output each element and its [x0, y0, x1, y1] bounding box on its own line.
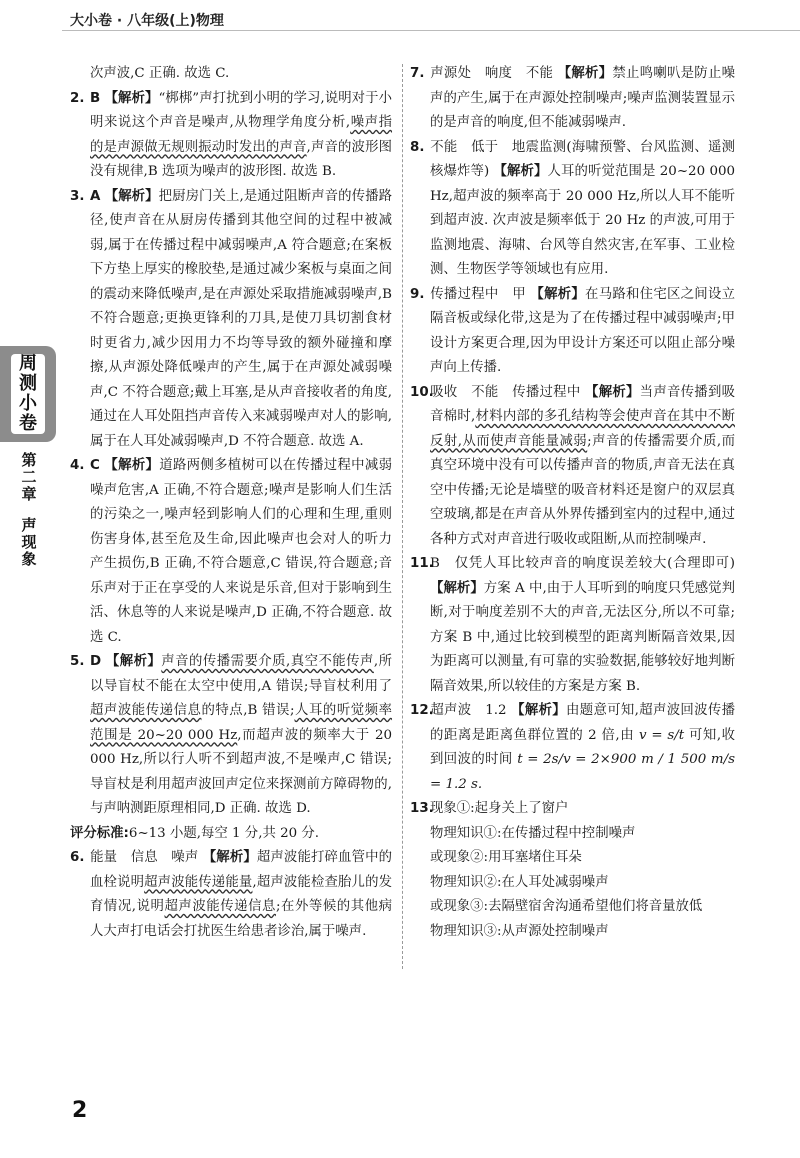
answer-key: 超声波 1.2 [430, 703, 507, 718]
answer-key: B [90, 90, 101, 106]
question-number: 13. [410, 801, 434, 816]
answer-13 [410, 797, 735, 822]
scoring-label: 评分标准: [70, 825, 129, 841]
side-chapter [16, 452, 42, 568]
chapter-name-char: 现 [21, 533, 37, 551]
question-number: 2. [70, 90, 85, 106]
analysis-tag: 【解析】 [530, 286, 586, 302]
answer-line: 物理知识①:在传播过程中控制噪声 [430, 825, 636, 841]
answer-4: 4. C 【解析】道路两侧多植树可以在传播过程中减弱噪声危害,A 正确,不符合题意;噪声是影响人们生活的污染之一,噪声轻到影响人们的心理和生理,重则伤害身体,甚至危及生命,因此噪声也会对人的听力产生损伤,B 正确,不符合题意,C 错误,符合题意;音乐声对于正在享受的人来说是乐音,但对于影响到生活、休息等的人来说是噪声,D 正确,不符合题意. 故选 C. [70, 454, 392, 650]
side-tab-char: 卷 [19, 413, 37, 434]
emphasis-text: 超声波能传递信息 [90, 703, 202, 718]
analysis-tag: 【解析】 [585, 384, 640, 400]
analysis-tag: 【解析】 [104, 90, 159, 106]
answer-line: 或现象②:用耳塞堵住耳朵 [430, 850, 582, 865]
answer-7: 7. 声源处 响度 不能 【解析】禁止鸣喇叭是防止噪声的产生,属于在声源处控制噪声;噪声监测装置显示的是声音的响度,但不能减弱噪声. [410, 62, 735, 136]
answer-key: 声源处 响度 不能 [430, 66, 554, 81]
answer-key: 能量 信息 噪声 [90, 850, 199, 865]
formula-time: t = 2s/v = 2×900 m / 1 500 m/s = 1.2 s. [430, 752, 735, 792]
side-tab-label [11, 354, 45, 434]
emphasis-text: 材料内部的多孔结构等会使声音在其中不断反射,从而使声音能量减弱 [430, 409, 735, 449]
analysis-tag: 【解析】 [105, 654, 162, 669]
answer-8: 8. 不能 低于 地震监测(海啸预警、台风监测、遥测核爆炸等) 【解析】人耳的听觉范围是 20~20 000 Hz,超声波的频率高于 20 000 Hz,所以人耳不能听到超声波. 次声波是频率低于 20 Hz 的声波,可用于监测地震、海啸、台风等自然灾害,在军事、工业检测、生物医学等领域也有应用. [410, 136, 735, 283]
answer-line: 物理知识③:从声源处控制噪声 [430, 923, 609, 939]
header-rule [62, 30, 800, 31]
answer-line: 物理知识②:在人耳处减弱噪声 [430, 874, 609, 890]
question-number: 9. [410, 286, 425, 302]
question-number: 4. [70, 458, 85, 473]
answer-10: 10.吸收 不能 传播过程中 【解析】当声音传播到吸音棉时,材料内部的多孔结构等会使声音在其中不断反射,从而使声音能量减弱;声音的传播需要介质,而真空环境中没有可以传播声音的物质,声音无法在真空中传播;无论是墙壁的吸音材料还是窗户的双层真空玻璃,都是在声音从外界传播到室内的过程中,通过各种方式对声音进行吸收或阻断,从而控制噪声. [410, 381, 735, 553]
emphasis-text: 噪声指的是声源做无规则振动时发出的声音 [90, 115, 393, 155]
question-number: 11. [410, 556, 434, 571]
chapter-char: 二 [21, 468, 37, 486]
emphasis-text: 声音的传播需要介质,真空不能传声 [161, 654, 374, 669]
analysis-tag: 【解析】 [430, 580, 484, 596]
left-column [70, 62, 392, 944]
question-number: 10. [410, 384, 434, 400]
question-number: 8. [410, 139, 425, 155]
question-number: 5. [70, 654, 85, 669]
side-tab [0, 346, 56, 442]
answer-3: 3. A 【解析】把厨房门关上,是通过阻断声音的传播路径,使声音在从厨房传播到其他空间的过程中被减弱,属于在传播过程中减弱噪声,A 符合题意;在案板下方垫上厚实的橡胶垫,是通过减少案板与桌面之间的震动来降低噪声,是在声源处采取措施减弱噪声,B 不符合题意;更换更锋利的刀具,是使刀具切割食材时更省力,减少因用力不均等导致的额外碰撞和摩擦,从声源处降低噪声的产生,属于在声源处减弱噪声,C 不符合题意;戴上耳塞,是从声音接收者的角度,通过在人耳处阻挡声音传入来减弱噪声对人的影响,属于在人耳处减弱噪声,D 不符合题意. 故选 A. [70, 185, 392, 455]
scoring-criteria: 评分标准:6~13 小题,每空 1 分,共 20 分. [70, 825, 320, 841]
answer-key: B 仅凭人耳比较声音的响度误差较大(合理即可) [430, 556, 735, 571]
answer-key: 传播过程中 甲 [430, 286, 526, 302]
answer-9: 9. 传播过程中 甲 【解析】在马路和住宅区之间设立隔音板或绿化带,这是为了在传播过程中减弱噪声;甲设计方案更合理,因为甲设计方案还可以阻止部分噪声向上传播. [410, 283, 735, 381]
chapter-name-char: 声 [21, 516, 37, 534]
analysis-tag: 【解析】 [202, 850, 257, 865]
answer-6: 6. 能量 信息 噪声 【解析】超声波能打碎血管中的血栓说明超声波能传递能量,超声波能检查胎儿的发育情况,说明超声波能传递信息;在外等候的其他病人大声打电话会打扰医生给患者诊治,属于噪声. [70, 846, 392, 944]
answer-11: 11.B 仅凭人耳比较声音的响度误差较大(合理即可) 【解析】方案 A 中,由于人耳听到的响度只凭感觉判断,对于响度差别不大的声音,无法区分,所以不可靠;方案 B 中,通过比较到模型的距离判断隔音效果,因为距离可以测量,有可靠的实验数据,能够较好地判断隔音效果,所以较佳的方案是方案 B. [410, 552, 735, 699]
analysis-tag: 【解析】 [493, 164, 548, 179]
emphasis-text: 人耳的听觉频率范围是 20~20 000 Hz [90, 703, 393, 743]
chapter-char: 章 [21, 485, 37, 503]
question-number: 6. [70, 850, 85, 865]
answer-key: 吸收 不能 传播过程中 [430, 384, 581, 400]
answer-key: A [90, 188, 101, 204]
chapter-name-char: 象 [21, 550, 37, 568]
answer-key: D [90, 654, 102, 669]
page-header [62, 8, 800, 32]
answer-line: 或现象③:去隔壁宿舍沟通希望他们将音量放低 [430, 899, 703, 914]
answer-5: 5. D 【解析】声音的传播需要介质,真空不能传声,所以导盲杖不能在太空中使用,A 错误;导盲杖利用了超声波能传递信息的特点,B 错误;人耳的听觉频率范围是 20~20 000 Hz,而超声波的频率大于 20 000 Hz,所以行人听不到超声波,不是噪声,C 错误;导盲杖是利用超声波回声定位来探测前方障碍物的,与声呐测距原理相同,D 正确. 故选 D. [70, 650, 392, 822]
emphasis-text: 超声波能传递能量 [144, 874, 253, 890]
formula-velocity: v = s/t [638, 727, 685, 743]
emphasis-text: 超声波能传递信息 [164, 899, 276, 914]
analysis-tag: 【解析】 [104, 458, 160, 473]
analysis-tag: 【解析】 [511, 703, 567, 718]
header-title: 大小卷 · 八年级(上)物理 [70, 13, 224, 29]
answer-12: 12.超声波 1.2 【解析】由题意可知,超声波回波传播的距离是距离鱼群位置的 2 倍,由 v = s/t 可知,收到回波的时间 t = 2s/v = 2×900 m / 1 500 m/s = 1.2 s. [410, 699, 735, 797]
answer-line: 现象①:起身关上了窗户 [430, 801, 569, 816]
chapter-char: 第 [21, 451, 37, 469]
answer-2: 2. B 【解析】“梆梆”声打扰到小明的学习,说明对于小明来说这个声音是噪声,从物理学角度分析,噪声指的是声源做无规则振动时发出的声音,声音的波形图没有规律,B 选项为噪声的波形图. 故选 B. [70, 87, 392, 185]
column-divider [402, 64, 403, 969]
page-number: 2 [72, 1098, 88, 1123]
side-tab-char: 测 [19, 373, 37, 394]
analysis-tag: 【解析】 [104, 188, 159, 204]
side-tab-char: 周 [19, 353, 37, 374]
analysis-tag: 【解析】 [557, 66, 613, 81]
question-number: 7. [410, 66, 425, 81]
question-number: 3. [70, 188, 85, 204]
side-tab-char: 小 [19, 393, 37, 414]
answer-key: 不能 低于 地震监测(海啸预警、台风监测、遥测核爆炸等) [430, 139, 735, 179]
right-column [410, 62, 735, 944]
question-number: 12. [410, 703, 434, 718]
answer-key: C [90, 458, 100, 473]
answer-continuation: 次声波,C 正确. 故选 C. [90, 66, 230, 81]
